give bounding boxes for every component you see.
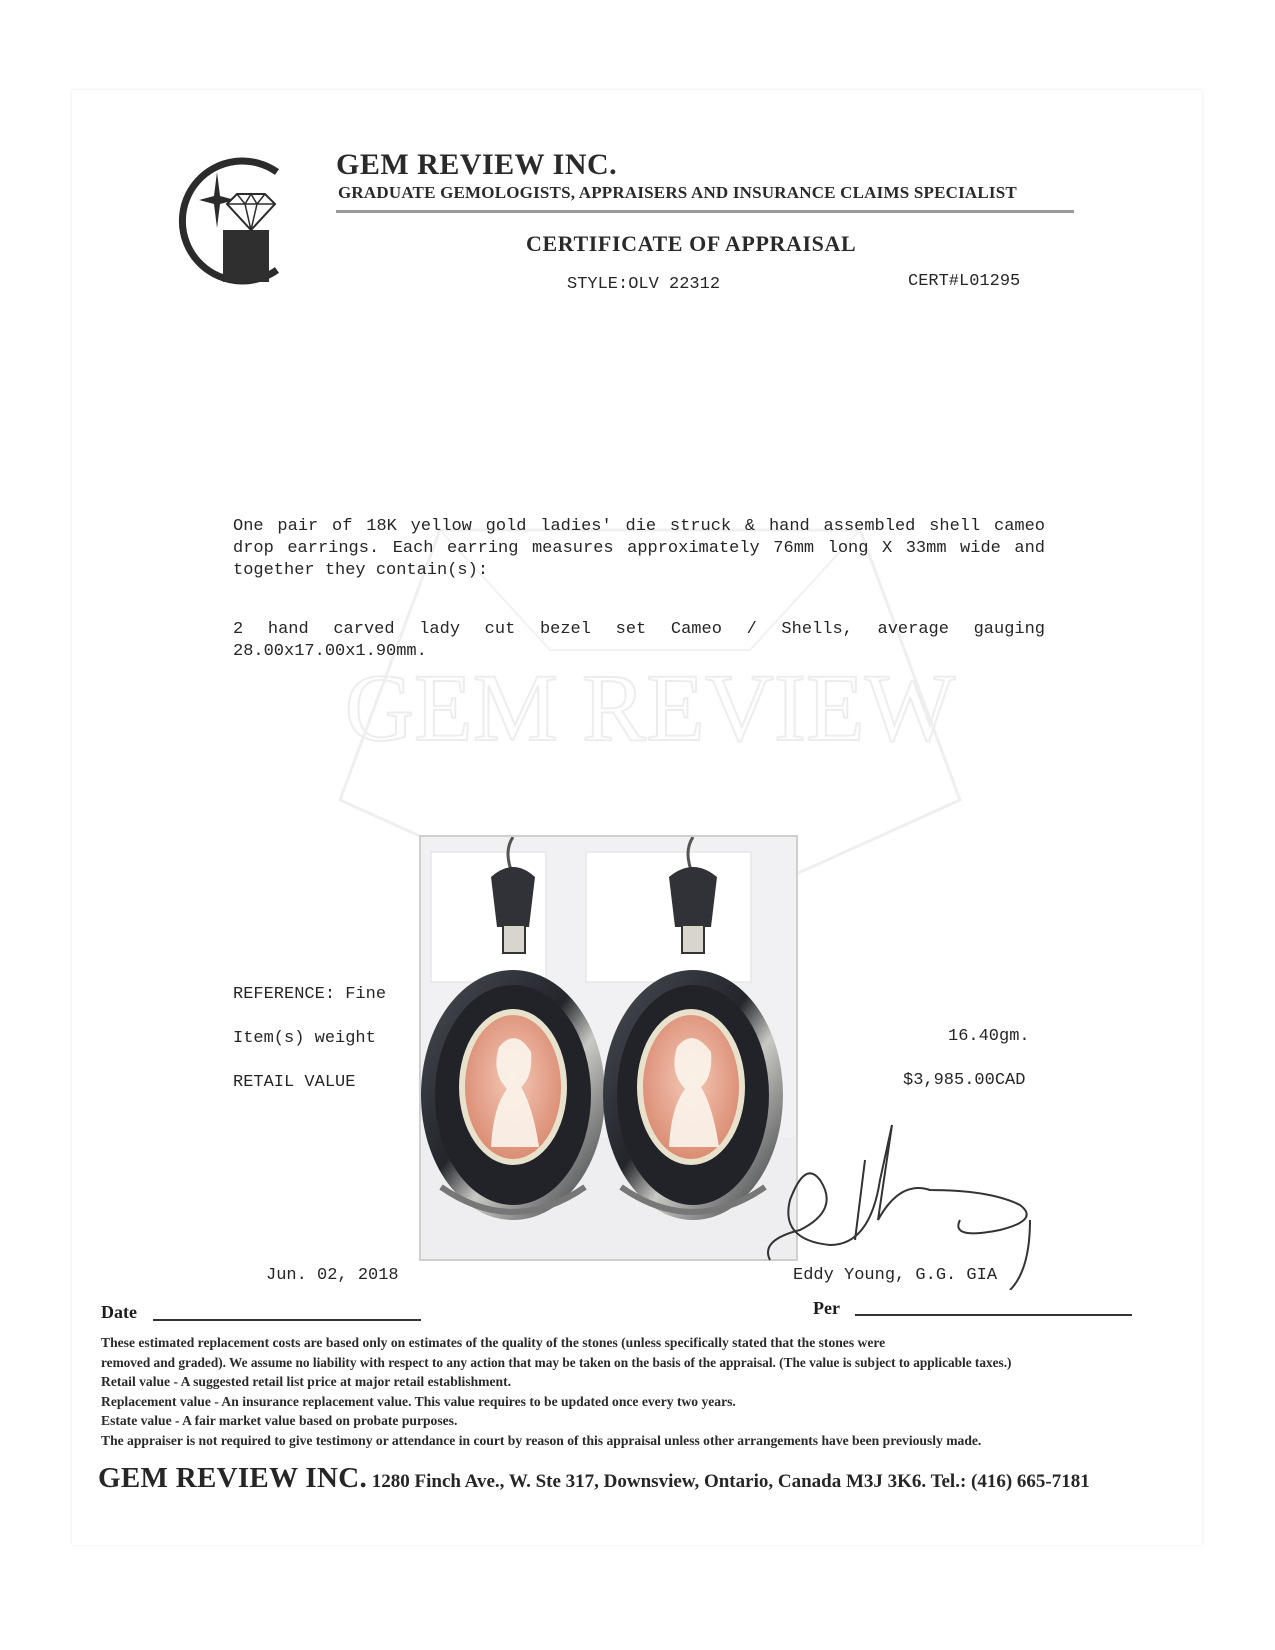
style-number: STYLE:OLV 22312 — [567, 275, 721, 294]
footer — [98, 1462, 1090, 1495]
footer-company: GEM REVIEW INC. — [98, 1462, 368, 1494]
signature — [760, 1120, 1070, 1290]
weight-label: Item(s) weight — [233, 1029, 376, 1048]
reference-grade: REFERENCE: Fine — [233, 985, 387, 1004]
weight-value: 16.40gm. — [948, 1027, 1030, 1046]
company-tagline: GRADUATE GEMOLOGISTS, APPRAISERS AND INSURANCE CLAIMS SPECIALIST — [338, 183, 1017, 202]
diamond-icon — [227, 194, 275, 230]
company-name: GEM REVIEW INC. — [336, 148, 618, 181]
per-label: Per — [813, 1298, 840, 1318]
disclaimer-line: Replacement value - An insurance replacement value. This value requires to be updated once every two years. — [101, 1393, 736, 1409]
appraiser-name: Eddy Young, G.G. GIA — [793, 1266, 998, 1285]
appraisal-date: Jun. 02, 2018 — [266, 1266, 399, 1285]
date-label: Date — [101, 1302, 137, 1322]
disclaimer-line: These estimated replacement costs are based only on estimates of the quality of the stones (unless specifically stated that the stones were — [101, 1335, 886, 1350]
cert-number: CERT#L01295 — [908, 272, 1021, 291]
date-line — [153, 1319, 421, 1321]
stone-description: 2 hand carved lady cut bezel set Cameo / Shells, average gauging 28.00x17.00x1.90mm. — [233, 620, 1045, 661]
retail-value-label: RETAIL VALUE — [233, 1073, 356, 1092]
footer-address: 1280 Finch Ave., W. Ste 317, Downsview, Ontario, Canada M3J 3K6. Tel.: (416) 665-7181 — [367, 1471, 1090, 1492]
earrings-photo — [419, 835, 798, 1261]
disclaimer-line: Estate value - A fair market value based on probate purposes. — [101, 1413, 458, 1428]
header-rule — [336, 210, 1074, 213]
item-description: One pair of 18K yellow gold ladies' die struck & hand assembled shell cameo drop earrings. Each earring measures approximately 76mm long X 33mm wide and together they contain(s): — [233, 517, 1045, 580]
disclaimer — [101, 1333, 1181, 1450]
disclaimer-line: removed and graded). We assume no liability with respect to any action that may be taken on the basis of the appraisal. (The value is subject to applicable taxes.) — [101, 1354, 1012, 1370]
document-title: CERTIFICATE OF APPRAISAL — [526, 231, 857, 256]
per-line — [855, 1314, 1132, 1316]
watermark-text: GEM REVIEW — [344, 654, 956, 761]
gem-review-logo — [165, 152, 295, 292]
retail-value-amount: $3,985.00CAD — [903, 1071, 1026, 1090]
disclaimer-line: The appraiser is not required to give testimony or attendance in court by reason of this appraisal unless other arrangements have been previously made. — [101, 1432, 982, 1448]
disclaimer-line: Retail value - A suggested retail list price at major retail establishment. — [101, 1374, 512, 1389]
